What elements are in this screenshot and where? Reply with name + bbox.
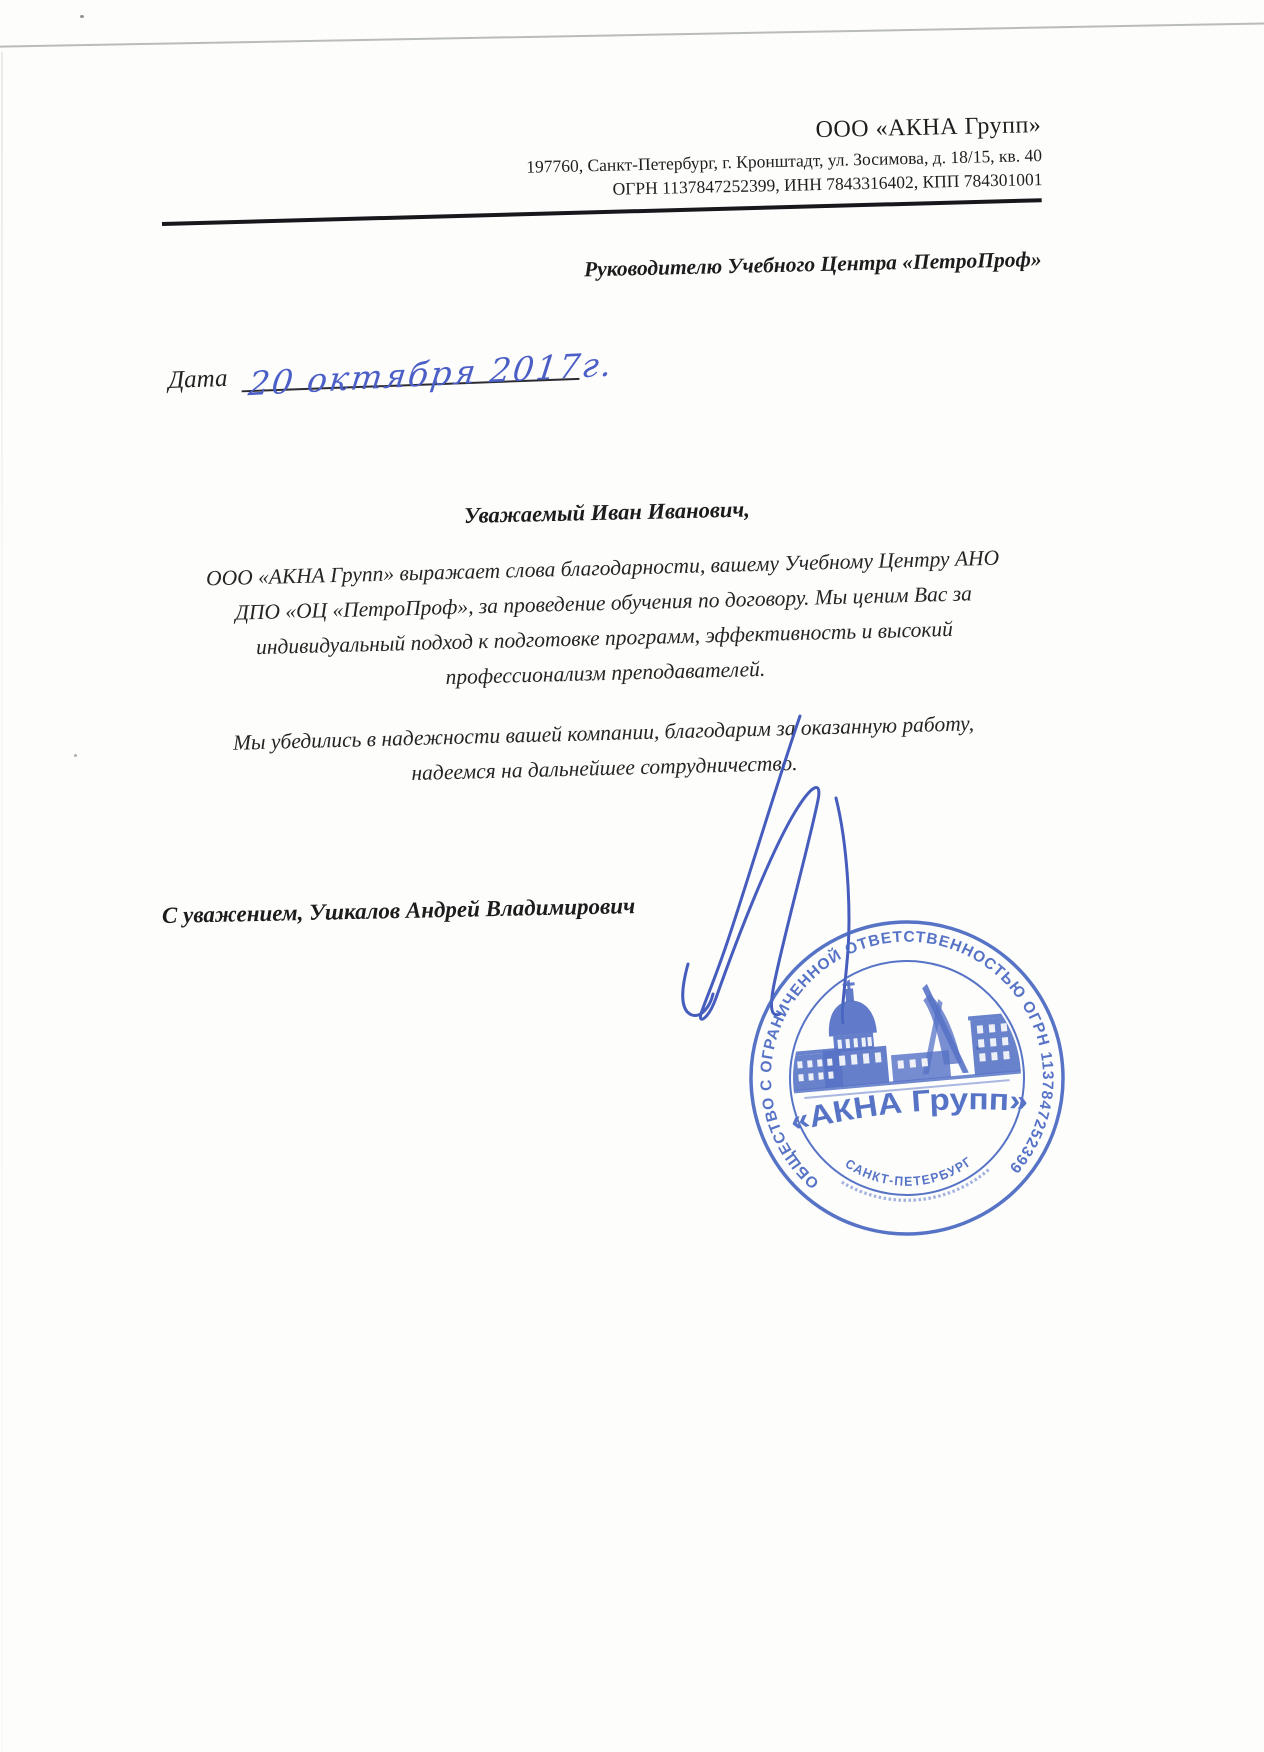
salutation: Уважаемый Иван Иванович, [463, 496, 751, 528]
paragraph-line: индивидуальный подход к подготовке программ, эффективность и высокий [255, 616, 954, 660]
handwritten-date: 20 октября 2017г. [246, 344, 617, 404]
date-label: Дата [167, 364, 228, 394]
company-registration: ОГРН 1137847252399, ИНН 7843316402, КПП 784301001 [612, 168, 1043, 199]
stamp-city-text-path: САНКТ-ПЕТЕРБУРГ [842, 1152, 976, 1189]
paragraph-line: Мы убедились в надежности вашей компании, благодарим за оказанную работу, [232, 711, 975, 755]
company-stamp [723, 894, 1091, 1262]
company-name: ООО «АКНА Групп» [815, 112, 1042, 144]
stamp-cityscape [780, 964, 1025, 1100]
paragraph-line: ДПО «ОЦ «ПетроПроф», за проведение обучения по договору. Мы ценим Вас за [234, 581, 973, 625]
company-address: 197760, Санкт-Петербург, г. Кронштадт, ул. Зосимова, д. 18/15, кв. 40 [526, 145, 1043, 177]
stamp-city-name [842, 1145, 977, 1195]
recipient-line: Руководителю Учебного Центра «ПетроПроф» [584, 247, 1043, 282]
paragraph-line: ООО «АКНА Групп» выражает слова благодарности, вашему Учебному Центру АНО [205, 545, 1000, 591]
stamp-company-text-path: «АКНА Групп» [786, 1083, 1028, 1139]
stamp-ring-text-path: ОБЩЕСТВО С ОГРАНИЧЕННОЙ ОТВЕТСТВЕННОСТЬЮ ОГРН 1137847252399 [757, 928, 1057, 1192]
paragraph-line: профессионализм преподавателей. [445, 656, 766, 690]
paragraph-line: надеемся на дальнейшее сотрудничество. [411, 750, 798, 786]
signature-line: С уважением, Ушкалов Андрей Владимирович [161, 893, 636, 928]
